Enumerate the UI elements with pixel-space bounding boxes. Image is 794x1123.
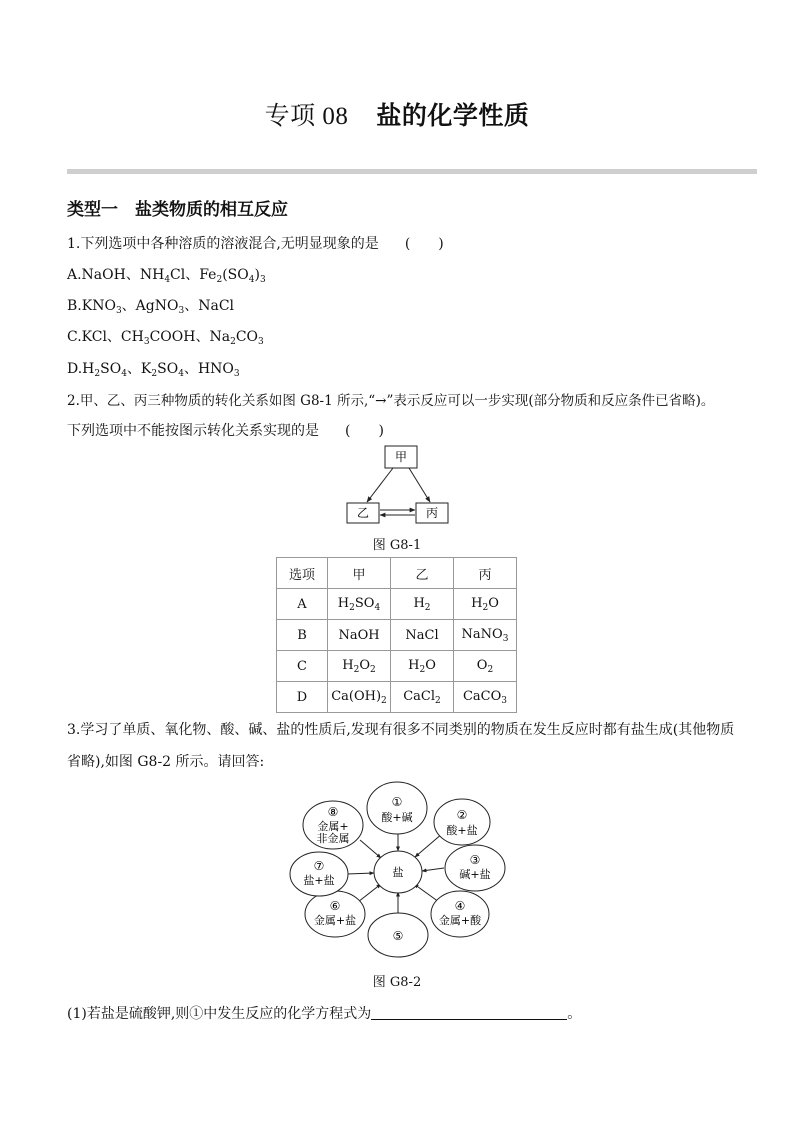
node-1-label: 酸+碱 <box>381 811 413 824</box>
section-heading: 类型一 盐类物质的相互反应 <box>67 200 288 220</box>
arrow-2-to-salt <box>415 833 443 857</box>
node-7-number: ⑦ <box>313 859 325 873</box>
figure-g8-1-caption: 图 G8-1 <box>372 538 422 553</box>
table-cell: C <box>277 651 328 682</box>
table-cell: CaCl$_2$ <box>391 682 454 713</box>
table-cell: $O_2$ <box>454 651 517 682</box>
node-2 <box>434 799 490 845</box>
table-cell: A <box>277 589 328 620</box>
q3-stem: 3.学习了单质、氧化物、酸、碱、盐的性质后,发现有很多不同类别的物质在发生反应时都有盐生成(其他物质省略),如图 G8-2 所示。请回答: <box>67 722 735 770</box>
figure-g8-2-caption: 图 G8-2 <box>372 975 422 990</box>
answer-blank[interactable] <box>371 1005 567 1020</box>
figure-g8-1 <box>340 440 460 528</box>
table-cell: B <box>277 620 328 651</box>
table-cell: $H_2$ <box>391 589 454 620</box>
table-cell: $H_2SO_4$ <box>328 589 391 620</box>
table-header: 甲 <box>328 558 391 589</box>
node-8-label-2: 非金属 <box>316 832 350 845</box>
arrow-jia-to-bing <box>409 468 430 502</box>
table-cell: $Ca(OH)_2$ <box>328 682 391 713</box>
table-cell: D <box>277 682 328 713</box>
table-cell: NaCl <box>391 620 454 651</box>
q1-option-d: $D.H_2SO_4$、$K_2SO_4$、$HNO_3$ <box>67 361 240 379</box>
node-5-number: ⑤ <box>392 929 404 943</box>
table-row <box>277 651 517 682</box>
arrow-4-to-salt <box>414 884 439 902</box>
title-divider <box>67 169 757 174</box>
node-8-label-1: 金属+ <box>317 820 349 833</box>
node-3-number: ③ <box>469 853 481 867</box>
arrow-jia-to-yi <box>367 468 393 502</box>
node-1-number: ① <box>391 795 403 809</box>
arrow-6-to-salt <box>358 884 381 902</box>
center-salt-label: 盐 <box>392 866 404 879</box>
node-yi-label: 乙 <box>356 506 370 520</box>
q1-option-a: A.NaOH、$NH_4Cl$、$Fe_2(SO_4)_3$ <box>67 267 266 285</box>
q3-sub1: (1)若盐是硫酸钾,则①中发生反应的化学方程式为 。 <box>67 1006 582 1022</box>
table-header: 选项 <box>277 558 328 589</box>
table-cell: $H_2O$ <box>454 589 517 620</box>
node-3-label: 碱+盐 <box>459 868 491 881</box>
table-row <box>277 620 517 651</box>
q2-stem-line1: 2.甲、乙、丙三种物质的转化关系如图 G8-1 所示,“→”表示反应可以一步实现(部分物质和反应条件已省略)。 <box>67 393 715 409</box>
node-2-label: 酸+盐 <box>446 824 478 837</box>
node-6-label: 金属+盐 <box>313 914 357 927</box>
node-6-number: ⑥ <box>329 899 341 913</box>
node-8-number: ⑧ <box>327 805 339 819</box>
q1-option-c: C.KCl、$CH_3COOH$、$Na_2CO_3$ <box>67 329 264 347</box>
table-row <box>277 589 517 620</box>
title-main: 盐的化学性质 <box>376 101 530 130</box>
node-4-number: ④ <box>454 899 466 913</box>
table-cell: NaNO$_3$ <box>454 620 517 651</box>
q1-option-b: $B.KNO_3$、AgNO$_3$、NaCl <box>67 298 235 316</box>
arrow-7-to-salt <box>347 873 374 874</box>
q2-stem-line2: 下列选项中不能按图示转化关系实现的是 ( ) <box>67 423 384 439</box>
table-header: 丙 <box>454 558 517 589</box>
arrow-8-to-salt <box>360 840 381 858</box>
figure-g8-2 <box>280 778 520 960</box>
node-bing-label: 丙 <box>425 506 439 520</box>
table-cell: NaOH <box>328 620 391 651</box>
table-cell: $H_2O_2$ <box>328 651 391 682</box>
table-header-row <box>277 558 517 589</box>
node-4-label: 金属+酸 <box>438 914 482 927</box>
table-row <box>277 682 517 713</box>
table-cell: $H_2O$ <box>391 651 454 682</box>
table-header: 乙 <box>391 558 454 589</box>
page-title <box>0 96 794 132</box>
table-cell: CaCO$_3$ <box>454 682 517 713</box>
node-7-label: 盐+盐 <box>303 874 335 887</box>
node-2-number: ② <box>456 808 468 822</box>
title-number: 专项 08 <box>264 103 349 130</box>
q1-stem: 1.下列选项中各种溶质的溶液混合,无明显现象的是 ( ) <box>67 236 444 252</box>
arrow-3-to-salt <box>422 868 444 871</box>
node-jia-label: 甲 <box>394 450 408 464</box>
options-table <box>276 557 517 713</box>
